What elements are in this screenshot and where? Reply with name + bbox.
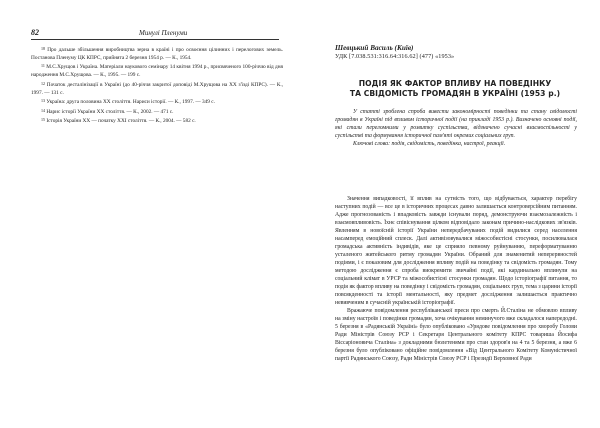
running-head xyxy=(31,28,279,40)
body-paragraph: Значення випадковості, її вплив на сутність того, що відбувається, характер перебігу наступних подій — все це в історичних процесах давно залишається контроверсійним питанням. Адже прогнозованість і впадковість завжди існували поряд, демонструючи взаємозалежність і взаємовпливовість. Їхнє співіснування цілком відповідало законам причино-наслідкових зв'язків. Явленням в новоїсній історії України непередбачуваних подій видилися серед населення насамперед емоційний сплеск. Далі активізовувалися міжособистісні стосунки, посилювалася громадська активність індивідів, яке це сприяло певному руйнуванню, переформатуванню усталеного житейського ритму громадян України. Обраний для знаменитий неперервностей подіями, і є показовим для дослідження впливу подій на поведінку та свідомість громадян. Тому методою дослідження є спроба виокремити звичайні події, які кардинально вплинули на соціальний клімат в УРСР та міжособистісні стосунки громадян. Щодо історіографії питання, то подія як фактор впливу на поведінку і свідомість громадян, соціальних груп, тема з царини історії повсякденності та історії ментальності, яку предмет дослідження залишається практично невивченим в сучасній українській історіографії. xyxy=(335,196,577,306)
footnote xyxy=(31,108,283,116)
footnote-text: М.С.Хрущов і Україна. Матеріали наукового семінару 14 квітня 1994 р., присвяченого 100-річчю від дня народження М.С.Хрущова. — К., 1995. — 199 с. xyxy=(31,64,283,79)
footnote-text: Україна: друга половина ХХ століття. Нариси історії. — К., 1997. — 349 с. xyxy=(46,99,215,106)
footnote-number: 13 xyxy=(41,98,45,104)
footnote-number: 12 xyxy=(41,80,45,86)
footnote-text: Нарис історії України ХХ століття. — К., 2002. — 471 с. xyxy=(46,108,174,115)
title-line: ПОДІЯ ЯК ФАКТОР ВПЛИВУ НА ПОВЕДІНКУ xyxy=(358,79,552,88)
footnote xyxy=(31,46,283,62)
footnote-text: Початок десталінізації в Україні (до 40-річчя закритої доповіді М.Хрущова на ХХ з'їзді КПРС). — К., 1997. — 131 с. xyxy=(31,81,283,96)
section-title: Минулі Пленуми xyxy=(139,29,188,37)
footnote-number: 18 xyxy=(41,46,45,51)
right-page xyxy=(300,0,600,428)
footnote-text: Про дальше збільшення виробництва зерна в країні і про освоєння цілинних і перелогових земель. Постанова Пленуму ЦК КПРС, прийнята 2 березня 1954 р. — К., 1954. xyxy=(31,47,283,61)
footnote-number: 14 xyxy=(41,107,45,113)
article-title xyxy=(338,79,572,98)
abstract xyxy=(335,108,577,148)
keywords: Ключові слова: подія, свідомість, поведінка, настрої, реакції. xyxy=(353,141,506,147)
footnote-text: Історія України ХХ — початку ХХІ століття. — К., 2004. — 582 с. xyxy=(46,117,196,124)
footnote xyxy=(31,81,283,97)
abstract-text: У статті зроблена спроба вивести закономірності поведінки та стану свідомості громадян в Україні під впливом історичної події (на прикладі 1953 р.). Визначено основні події, які стали переломними у розвитку суспільства, відзначено сучасні взаємоспільності у суспільстві та формування історичної пам'яті окремих соціальних груп. xyxy=(335,109,577,139)
footnote-number: 11 xyxy=(41,63,45,69)
footnote xyxy=(31,117,283,125)
footnote-number: 15 xyxy=(41,116,45,122)
body-paragraph: Вражаюче повідомлення республіканської преси про смерть Й.Сталіна не обмовлю впливу на зміну настроїв і поведінки громадян, хоча очікування неминучого вже складалося напередодні. 5 березня в «Радянській Україні» було опубліковано «Урядове повідомлення про хворобу Голови Ради Міністрів Союзу РСР і Секретаря Центрального комітету КПРС товариша Йосифа Віссаріоновича Сталіна» з докладними бюлетенями про стан здоров'я на 4 та 5 березня, а вже 6 березня було опубліковано офіційне повідомлення «Від Центрального Комітету Комуністичної партії Радянського Союзу, Ради Міністрів Союзу РСР і Президії Верховної Ради xyxy=(335,308,577,362)
author-name: Шевцький Василь (Київ) xyxy=(335,44,414,52)
footnote xyxy=(31,98,283,106)
footnote xyxy=(31,63,283,79)
udc-code: УДК [7.038.531:316.64:316.62] (477) «1953» xyxy=(335,53,455,60)
page-number: 82 xyxy=(31,28,39,37)
title-line: ТА СВІДОМІСТЬ ГРОМАДЯН В УКРАЇНІ (1953 р.) xyxy=(349,88,561,98)
article-body xyxy=(335,195,577,363)
footnotes xyxy=(31,46,283,126)
